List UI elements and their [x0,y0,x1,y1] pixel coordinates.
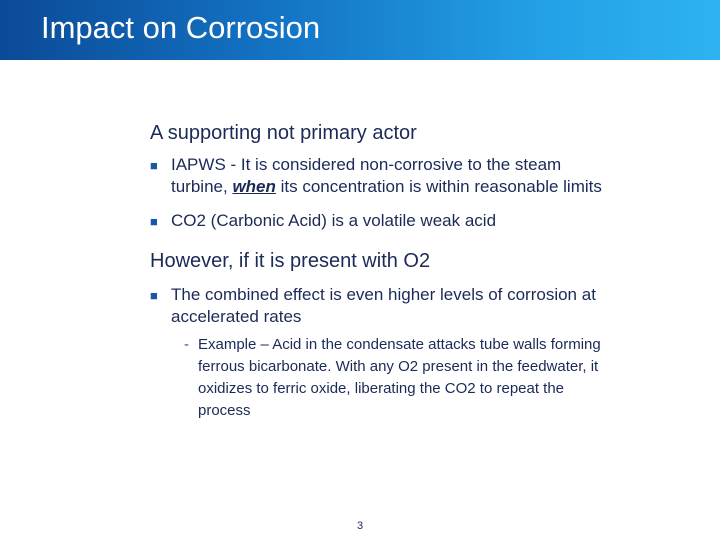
slide-title: Impact on Corrosion [41,10,321,45]
page-number: 3 [356,520,364,532]
square-bullet-icon: ■ [150,158,158,173]
sub-bullet-item [184,334,610,422]
section-heading-2: However, if it is present with O2 [150,250,431,272]
bullet-text-part: IAPWS - It is considered non-corrosive to the steam turbine, [171,155,562,196]
title-bar [0,0,720,60]
dash-bullet-icon: - [184,336,189,353]
square-bullet-icon: ■ [150,214,158,229]
bullet-text: CO2 (Carbonic Acid) is a volatile weak acid [171,211,497,230]
square-bullet-icon: ■ [150,288,158,303]
bullet-text: The combined effect is even higher levels of corrosion at accelerated rates [171,285,596,326]
section-heading-1: A supporting not primary actor [150,122,417,144]
bullet-item [150,284,610,328]
slide-content [150,120,610,422]
sub-bullet-text: Example – Acid in the condensate attacks tube walls forming ferrous bicarbonate. With any O2 present in the feedwater, it oxidizes to ferric oxide, liberating the CO2 to repeat the process [198,336,601,419]
bullet-item [150,210,610,232]
bullet-item [150,154,610,198]
bullet-text-part: its concentration is within reasonable limits [275,177,602,196]
emphasized-word: when [232,177,276,196]
